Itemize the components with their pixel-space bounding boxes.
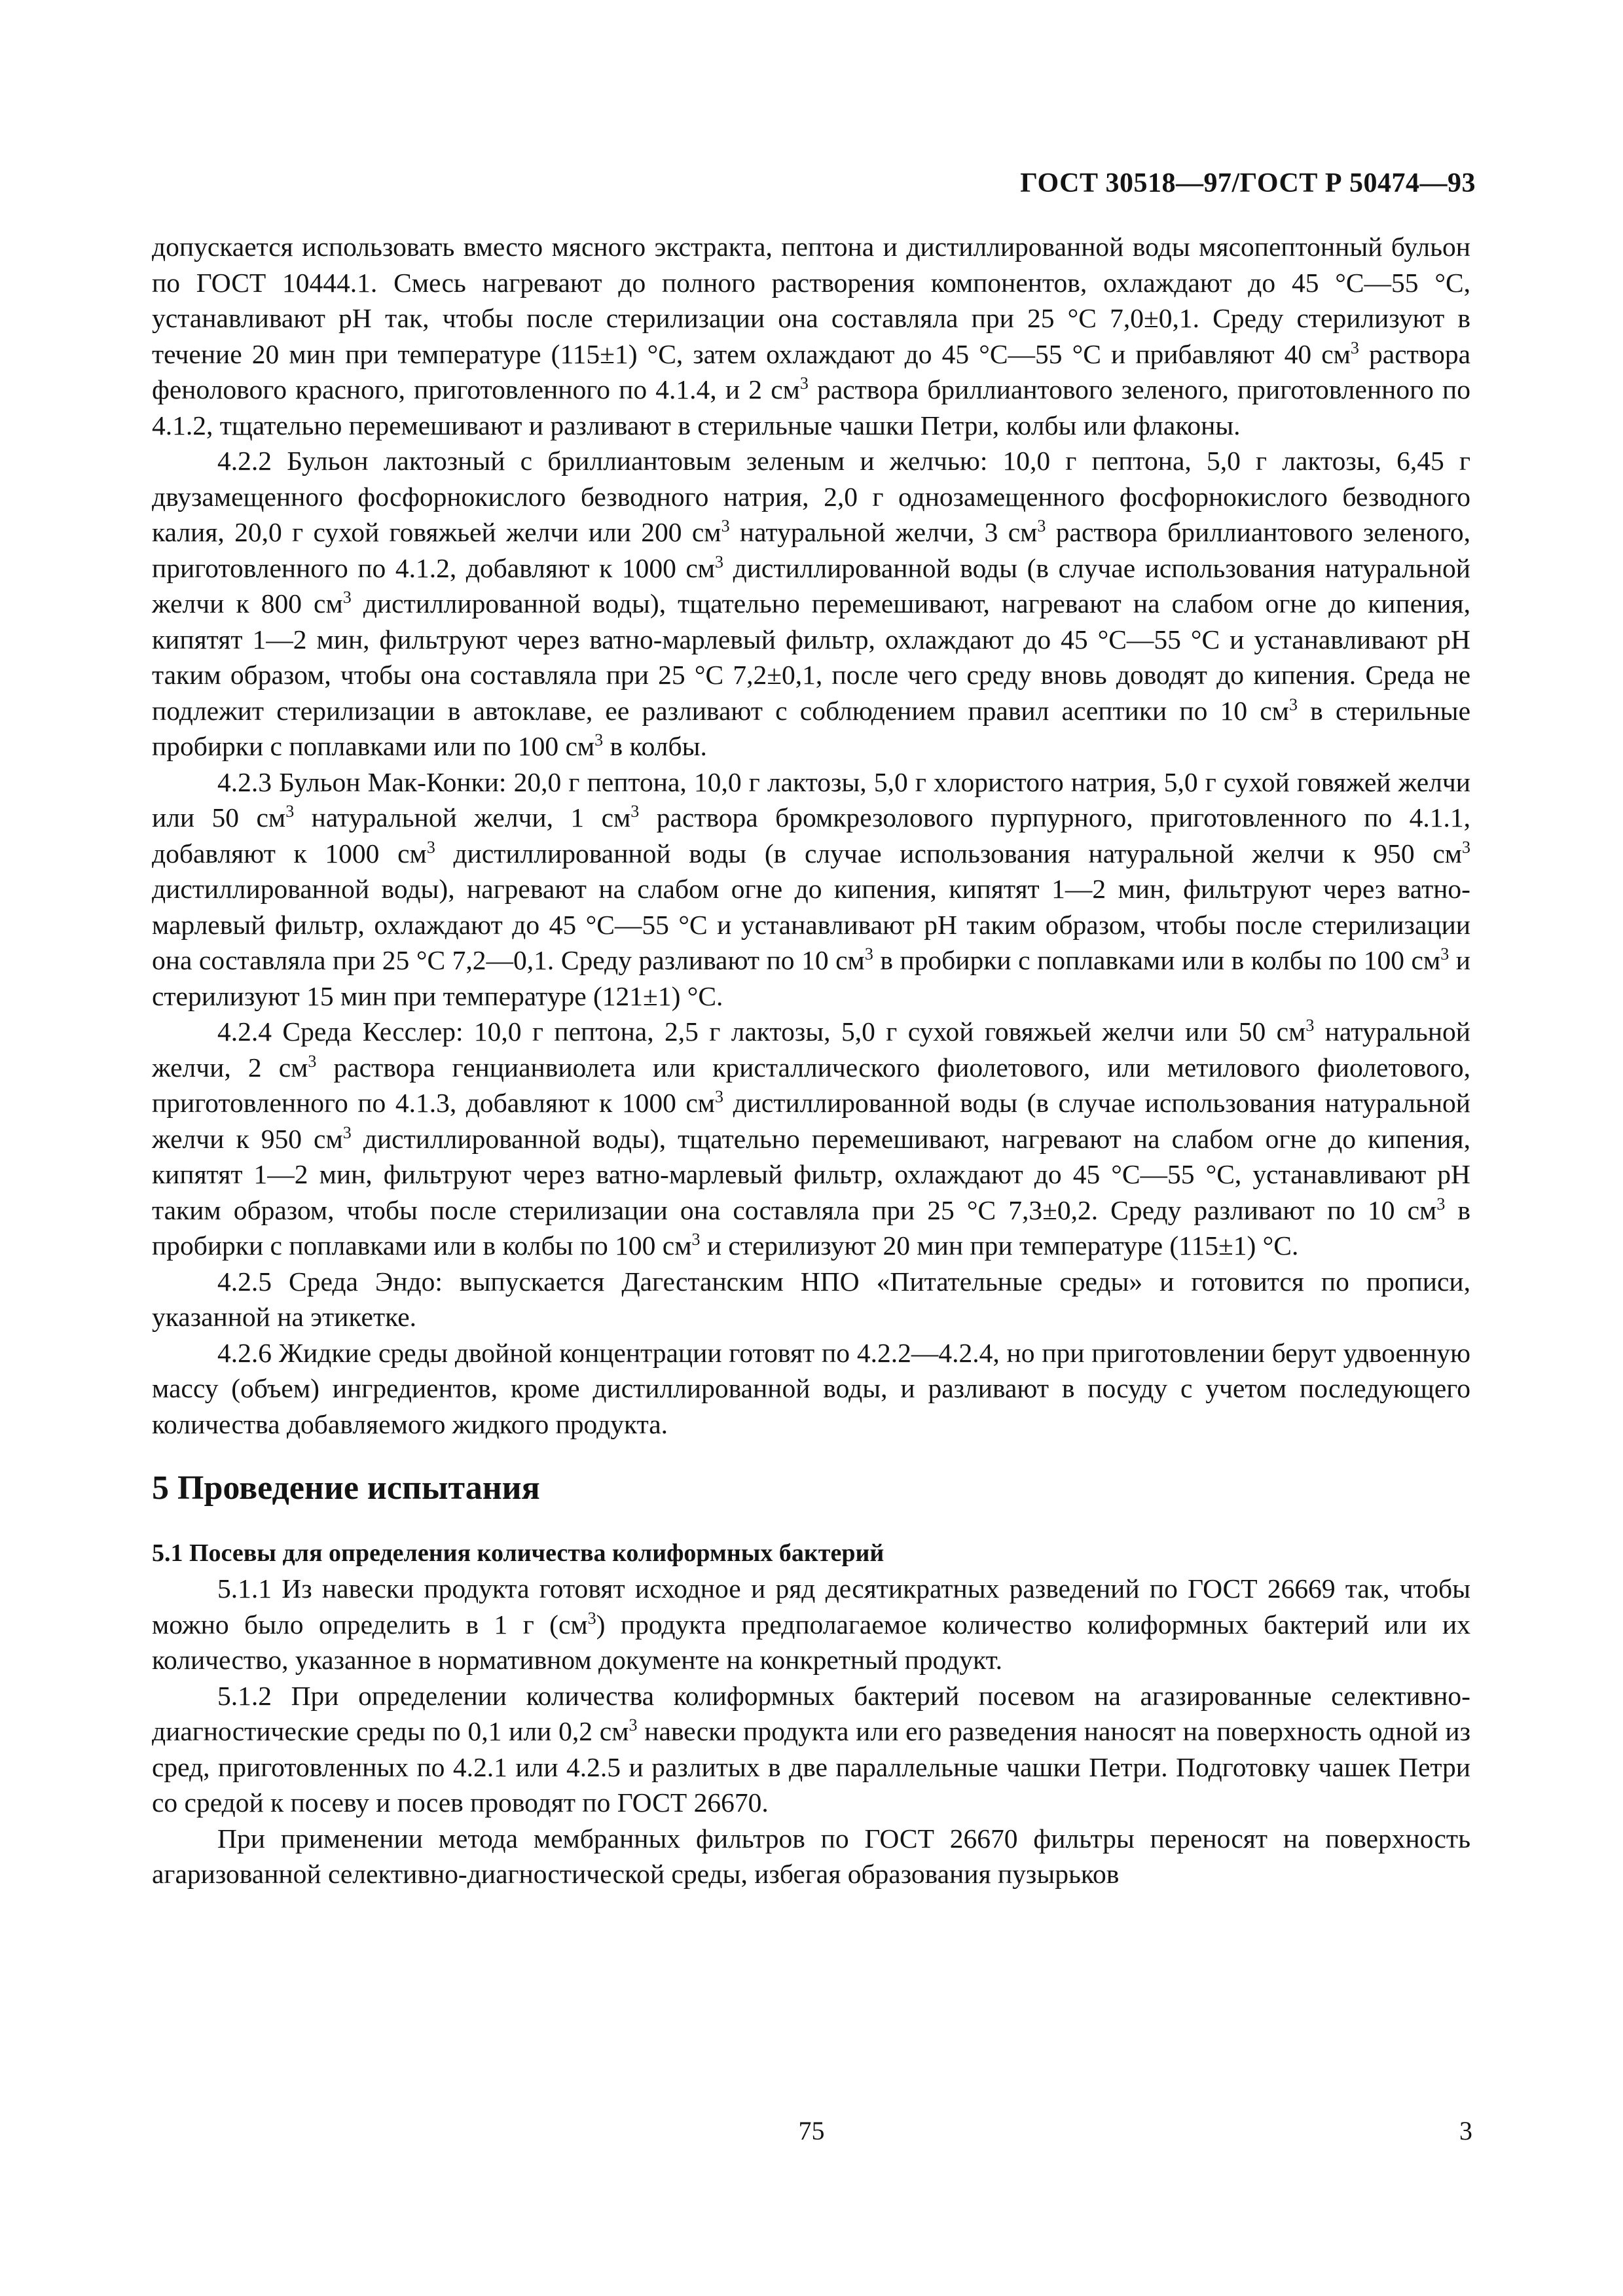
paragraph-4-2-2: 4.2.2 Бульон лактозный с бриллиантовым зеленым и желчью: 10,0 г пептона, 5,0 г лактозы, 6,45 г двузамещенного фосфорнокислого безводного натрия, 2,0 г однозамещенного фосфорнокислого безводного калия, 20,0 г сухой говяжьей желчи или 200 $см^3$ натуральной желчи, 3 $см^3$ раствора бриллиантового зеленого, приготовленного по 4.1.2, добавляют к 1000 $см^3$ дистиллированной воды (в случае использования натуральной желчи к 800 $см^3$ дистиллированной воды), тщательно перемешивают, нагревают на слабом огне до кипения, кипятят 1—2 мин, фильтруют через ватно-марлевый фильтр, охлаждают до 45 °С—55 °С и устанавливают рН таким образом, чтобы она составляла при 25 °С 7,2±0,1, после чего среду вновь доводят до кипения. Среда не подлежит стерилизации в автоклаве, ее разливают с соблюдением правил асептики по 10 $см^3$ в стерильные пробирки с поплавками или по 100 $см^3$ в колбы.	[152, 446, 1470, 761]
paragraph-4-2-3: 4.2.3 Бульон Мак-Конки: 20,0 г пептона, 10,0 г лактозы, 5,0 г хлористого натрия, 5,0 г сухой говяжей желчи или 50 $см^3$ натуральной желчи, 1 $см^3$ раствора бромкрезолового пурпурного, приготовленного по 4.1.1, добавляют к 1000 $см^3$ дистиллированной воды (в случае использования натуральной желчи к 950 $см^3$ дистиллированной воды), нагревают на слабом огне до кипения, кипятят 1—2 мин, фильтруют через ватно-марлевый фильтр, охлаждают до 45 °С—55 °С и устанавливают рН таким образом, чтобы после стерилизации она составляла при 25 °С 7,2—0,1. Среду разливают по 10 $см^3$ в пробирки с поплавками или в колбы по 100 $см^3$ и стерилизуют 15 мин при температуре (121±1) °С.	[152, 766, 1471, 1011]
subsection-5-1-title: 5.1 Посевы для определения количества колиформных бактерий	[152, 1539, 884, 1567]
paragraph-5-1-2: 5.1.2 При определении количества колиформных бактерий посевом на агазированные селективно-диагностические среды по 0,1 или 0,2 $см^3$ навески продукта или его разведения наносят на поверхность одной из сред, приготовленных по 4.2.1 или 4.2.5 и разлитых в две параллельные чашки Петри. Подготовку чашек Петри со средой к посеву и посев проводят по ГОСТ 26670.	[152, 1680, 1470, 1818]
paragraph-5-1-1: 5.1.1 Из навески продукта готовят исходное и ряд десятикратных разведений по ГОСТ 26669 так, чтобы можно было определить в 1 г $(см^3)$ продукта предполагаемое количество колиформных бактерий или их количество, указанное в нормативном документе на конкретный продукт.	[152, 1573, 1470, 1675]
paragraph-4-2-5: 4.2.5 Среда Эндо: выпускается Дагестанским НПО «Питательные среды» и готовится по прописи, указанной на этикетке.	[152, 1266, 1470, 1332]
section-5-title: 5 Проведение испытания	[152, 1469, 540, 1507]
document-header: ГОСТ 30518—97/ГОСТ Р 50474—93	[1020, 168, 1476, 198]
paragraph-membrane-filters: При применении метода мембранных фильтров по ГОСТ 26670 фильтры переносят на поверхность агаризованной селективно-диагностической среды, избегая образования пузырьков	[152, 1823, 1470, 1889]
paragraph-4-2-4: 4.2.4 Среда Кесслер: 10,0 г пептона, 2,5 г лактозы, 5,0 г сухой говяжьей желчи или 50 $см^3$ натуральной желчи, 2 $см^3$ раствора генцианвиолета или кристаллического фиолетового, или метилового фиолетового, приготовленного по 4.1.3, добавляют к 1000 $см^3$ дистиллированной воды (в случае использования натуральной желчи к 950 $см^3$ дистиллированной воды), тщательно перемешивают, нагревают на слабом огне до кипения, кипятят 1—2 мин, фильтруют через ватно-марлевый фильтр, охлаждают до 45 °С—55 °С, устанавливают рН таким образом, чтобы после стерилизации она составляла при 25 °С 7,3±0,2. Среду разливают по 10 $см^3$ в пробирки с поплавками или в колбы по 100 $см^3$ и стерилизуют 20 мин при температуре (115±1) °С.	[152, 1016, 1471, 1261]
page-number-center: 75	[798, 2116, 825, 2145]
paragraph-4-2-6: 4.2.6 Жидкие среды двойной концентрации готовят по 4.2.2—4.2.4, но при приготовлении берут удвоенную массу (объем) ингредиентов, кроме дистиллированной воды, и разливают в посуду с учетом последующего количества добавляемого жидкого продукта.	[152, 1337, 1470, 1439]
document-body	[152, 229, 1470, 1892]
paragraph-intro: допускается использовать вместо мясного экстракта, пептона и дистиллированной воды мясопептонный бульон по ГОСТ 10444.1. Смесь нагревают до полного растворения компонентов, охлаждают до 45 °С—55 °С, устанавливают рН так, чтобы после стерилизации она составляла при 25 °С 7,0±0,1. Среду стерилизуют в течение 20 мин при температуре (115±1) °С, затем охлаждают до 45 °С—55 °С и прибавляют 40 $см^3$ раствора фенолового красного, приготовленного по 4.1.4, и 2 $см^3$ раствора бриллиантового зеленого, приготовленного по 4.1.2, тщательно перемешивают и разливают в стерильные чашки Петри, колбы или флаконы.	[152, 232, 1470, 440]
page-number-right: 3	[1459, 2116, 1472, 2145]
